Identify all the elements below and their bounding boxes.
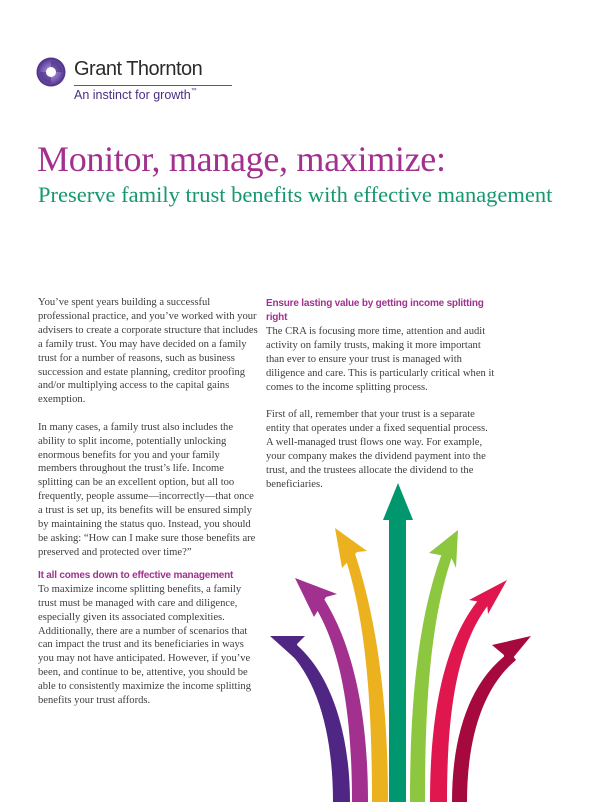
section-heading-income-splitting: Ensure lasting value by getting income splitting right (266, 298, 484, 323)
cra-paragraph: The CRA is focusing more time, attention and audit activity on family trusts, making it more important than ever to ensure your trust is managed with diligence and care. This is particularly critical when it comes to the income splitting process. (266, 326, 495, 393)
logo-wordmark: Grant Thornton (74, 58, 203, 80)
arrow-teal-icon (383, 483, 413, 802)
trademark-mark: ™ (190, 88, 197, 94)
section-heading-management: It all comes down to effective management (38, 569, 234, 581)
first-of-all-paragraph: First of all, remember that your trust is a separate entity that operates under a fixed sequential process. A well-managed trust flows one way. For example, your company makes the dividend payment into the trust, and the trustees allocate the dividend to the beneficiaries. (266, 409, 488, 490)
intro-paragraph-1: You’ve spent years building a successful professional practice, and you’ve worked with your advisers to create a corporate structure that includes a family trust. You may have decided on a family trust for a number of reasons, such as business succession and estate planning, creditor proofing and/or multiplying access to the capital gains exemption. (38, 297, 258, 406)
page-subtitle: Preserve family trust benefits with effective management (38, 182, 553, 207)
intro-paragraph-2: In many cases, a family trust also includes the ability to split income, potentially unlocking enormous benefits for you and your family members throughout the trust’s life. Income splitting can be an excellent option, but all too frequently, people assume—incorrectly—that once a trust is set up, its benefits will be ensured simply by maintaining the status quo. Instead, you should be asking: “How can I make sure those benefits are preserved and protected over time?” (38, 421, 256, 558)
arrow-magenta-icon (295, 578, 368, 802)
management-paragraph: To maximize income splitting benefits, a family trust must be managed with care and diligence, especially given its associated complexities. Additionally, there are a number of scenarios that can impact the trust and its beneficiaries in ways you may not have anticipated. However, if you’ve been, and continue to be, attentive, you should be able to consistently maximize the income splitting benefits your trust affords. (38, 583, 252, 707)
page-title: Monitor, manage, maximize: (37, 139, 446, 179)
tagline-text: An instinct for growth (74, 88, 191, 102)
arrow-maroon-icon (452, 636, 531, 802)
